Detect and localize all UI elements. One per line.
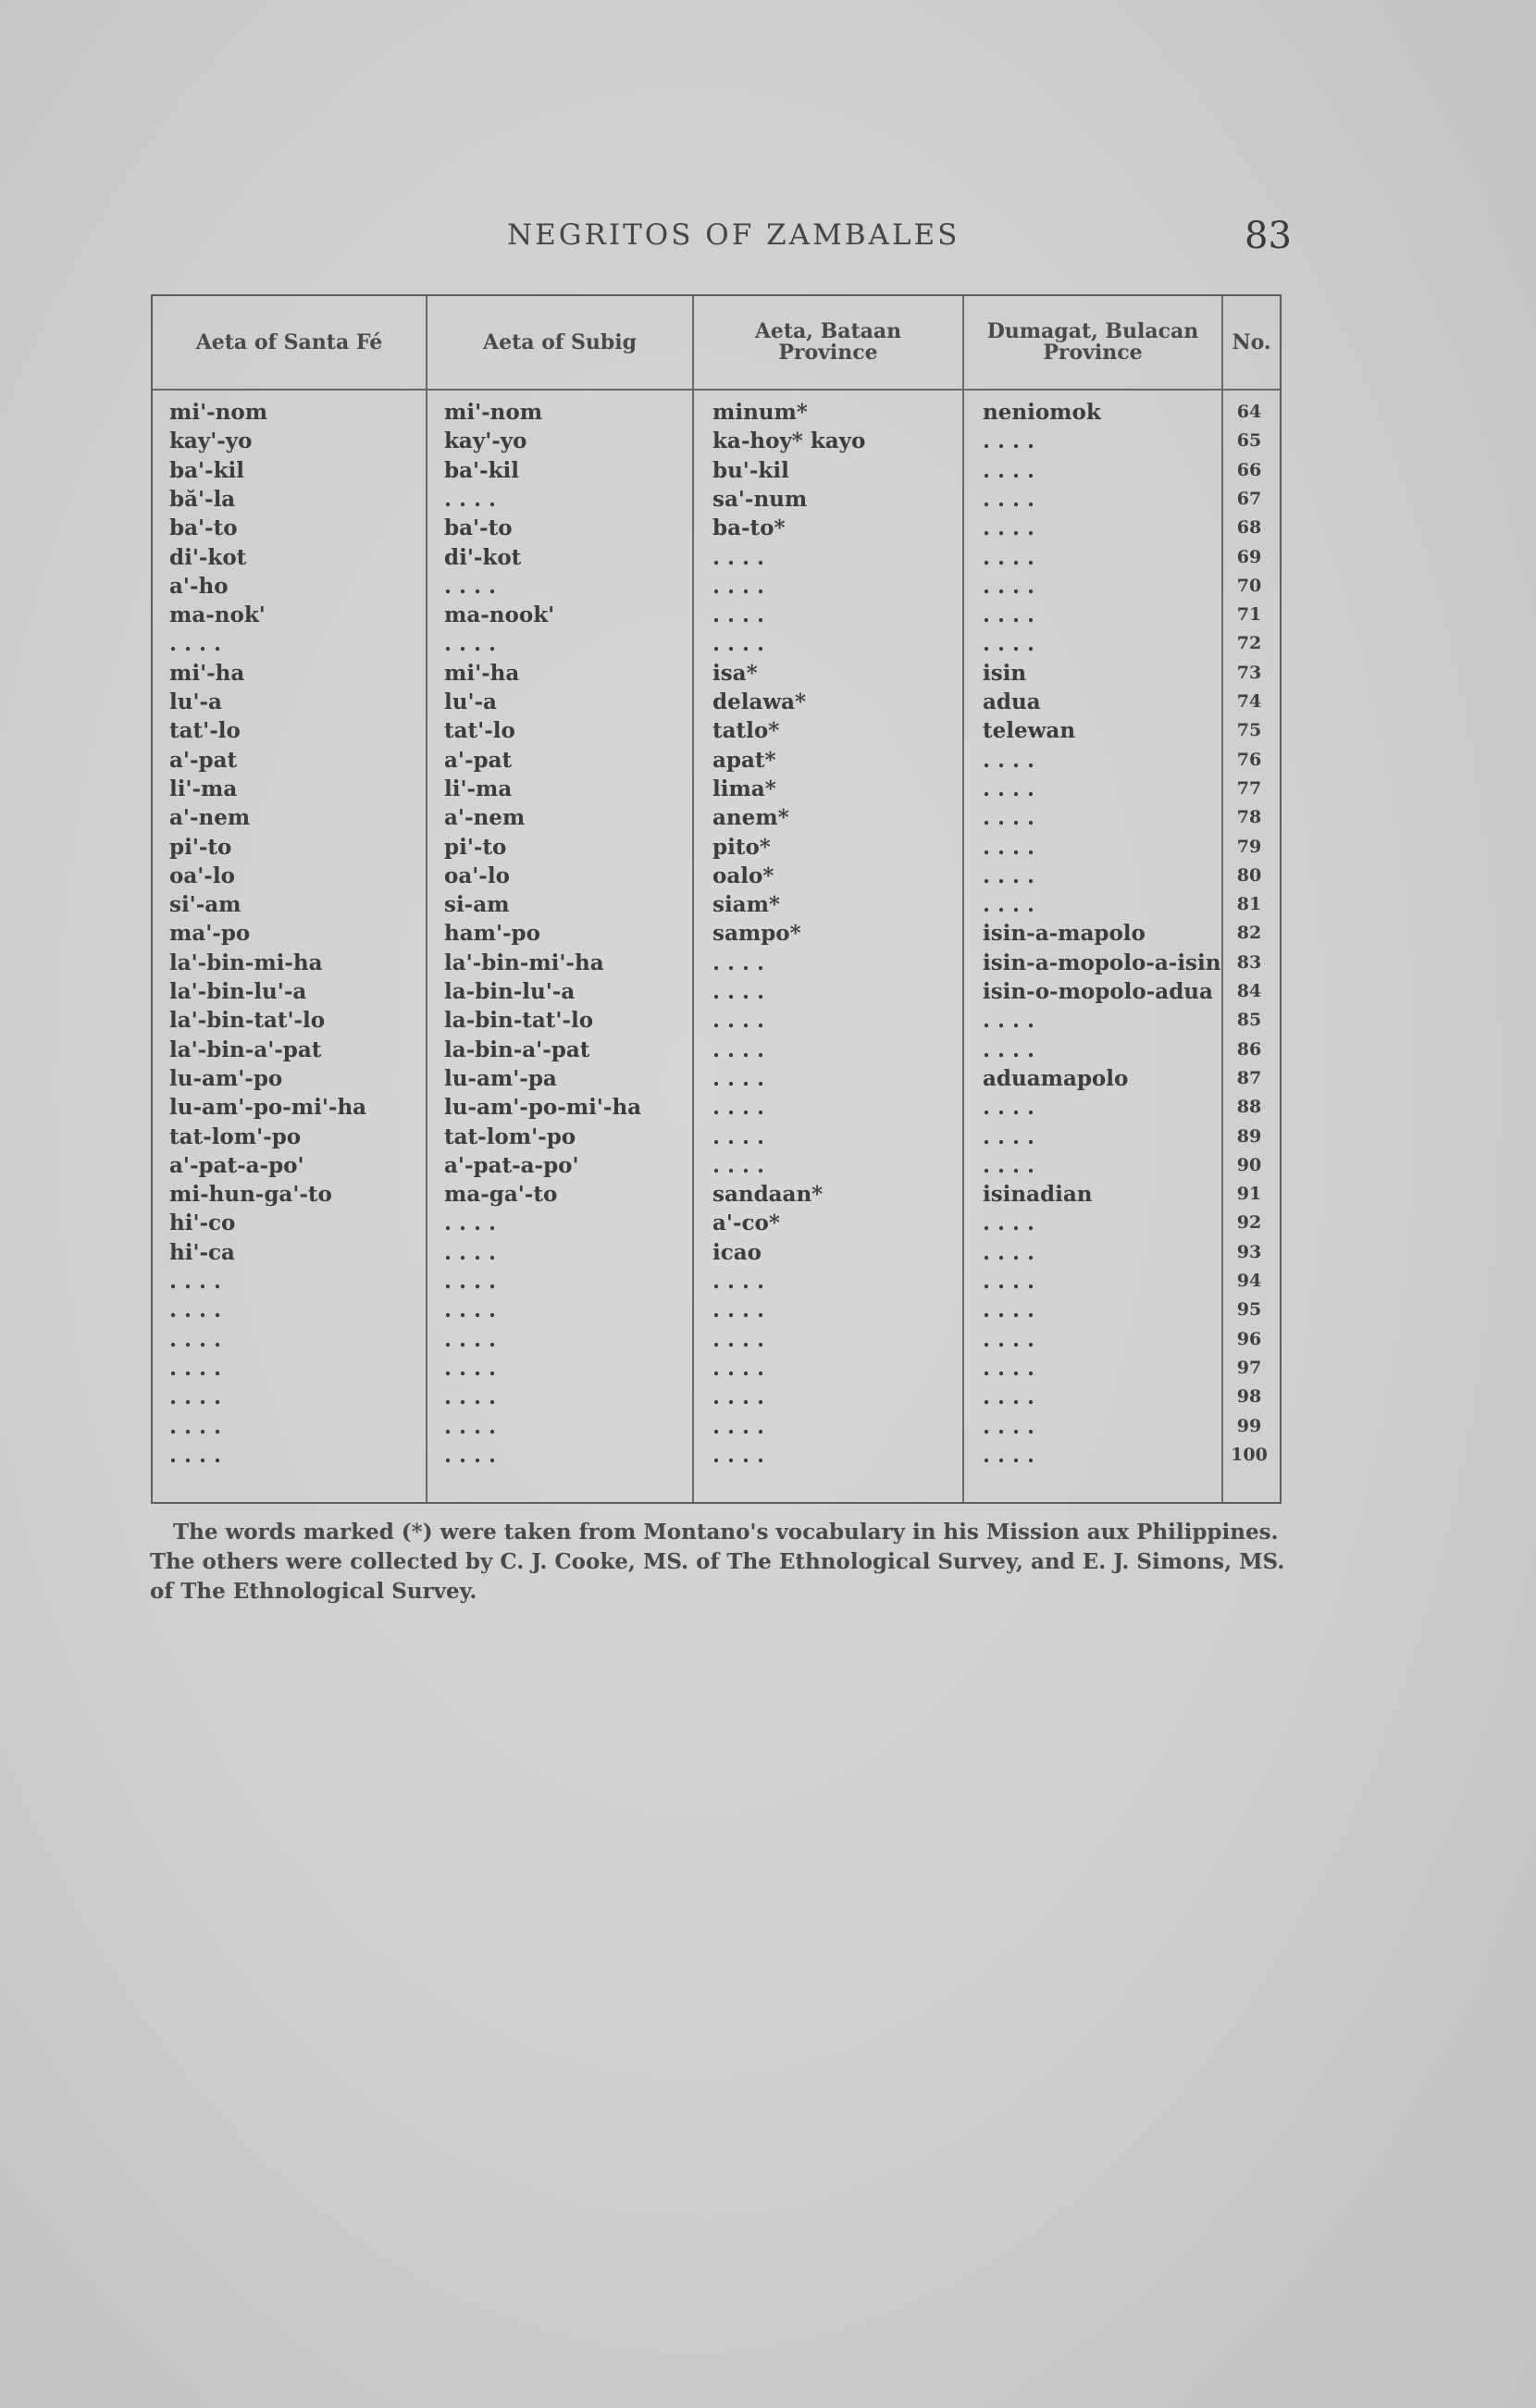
cell-aeta-subig: . . . . <box>444 1443 497 1468</box>
cell-aeta-santa-fe: ma-nok' <box>169 602 266 627</box>
cell-aeta-subig: . . . . <box>444 1384 497 1409</box>
footnote-line: of The Ethnological Survey. <box>150 1579 477 1604</box>
cell-aeta-bataan: . . . . <box>712 574 765 599</box>
cell-aeta-subig: tat-lom'-po <box>444 1124 576 1149</box>
cell-aeta-bataan: . . . . <box>712 1095 765 1120</box>
cell-aeta-subig: lu'-a <box>444 689 497 714</box>
cell-aeta-bataan: bu'-kil <box>712 458 789 483</box>
cell-dumagat-bulacan: . . . . <box>983 1240 1035 1265</box>
cell-aeta-bataan: . . . . <box>712 1443 765 1468</box>
cell-aeta-santa-fe: . . . . <box>169 1269 222 1294</box>
vocabulary-table <box>151 294 1282 1504</box>
cell-row-number: 85 <box>1236 1010 1262 1030</box>
cell-aeta-santa-fe: la'-bin-lu'-a <box>169 979 307 1004</box>
cell-aeta-subig: mi'-ha <box>444 661 520 686</box>
cell-aeta-bataan: apat* <box>712 748 776 773</box>
cell-dumagat-bulacan: . . . . <box>983 748 1035 773</box>
cell-aeta-santa-fe: . . . . <box>169 1414 222 1439</box>
cell-aeta-bataan: . . . . <box>712 950 765 975</box>
cell-aeta-santa-fe: . . . . <box>169 1443 222 1468</box>
cell-row-number: 79 <box>1236 837 1262 857</box>
cell-dumagat-bulacan: isin <box>983 661 1027 686</box>
cell-aeta-bataan: . . . . <box>712 1153 765 1178</box>
cell-dumagat-bulacan: . . . . <box>983 515 1035 540</box>
cell-aeta-subig: la-bin-lu'-a <box>444 979 576 1004</box>
cell-row-number: 72 <box>1236 633 1262 653</box>
header-divider <box>153 389 1280 391</box>
cell-aeta-santa-fe: bă'-la <box>169 487 236 512</box>
cell-row-number: 78 <box>1236 807 1262 827</box>
cell-row-number: 99 <box>1236 1416 1262 1436</box>
cell-row-number: 89 <box>1236 1126 1262 1147</box>
cell-aeta-santa-fe: mi'-nom <box>169 400 268 425</box>
cell-dumagat-bulacan: telewan <box>983 718 1076 743</box>
cell-aeta-santa-fe: pi'-to <box>169 835 232 860</box>
cell-aeta-bataan: oalo* <box>712 863 774 888</box>
cell-aeta-bataan: . . . . <box>712 1414 765 1439</box>
cell-row-number: 90 <box>1236 1155 1262 1175</box>
cell-aeta-bataan: . . . . <box>712 1124 765 1149</box>
cell-row-number: 71 <box>1236 604 1262 625</box>
cell-aeta-santa-fe: . . . . <box>169 1356 222 1381</box>
cell-aeta-subig: li'-ma <box>444 776 513 801</box>
cell-aeta-bataan: sampo* <box>712 921 801 946</box>
cell-aeta-santa-fe: . . . . <box>169 1327 222 1352</box>
cell-row-number: 69 <box>1236 547 1262 567</box>
cell-aeta-bataan: icao <box>712 1240 762 1265</box>
cell-aeta-subig: a'-pat-a-po' <box>444 1153 579 1178</box>
cell-aeta-subig: lu-am'-po-mi'-ha <box>444 1095 642 1120</box>
cell-aeta-subig: tat'-lo <box>444 718 515 743</box>
cell-dumagat-bulacan: . . . . <box>983 458 1035 483</box>
cell-aeta-santa-fe: a'-nem <box>169 805 251 830</box>
cell-aeta-subig: ba'-kil <box>444 458 519 483</box>
cell-dumagat-bulacan: . . . . <box>983 574 1035 599</box>
cell-aeta-bataan: minum* <box>712 400 808 425</box>
cell-row-number: 100 <box>1231 1445 1268 1465</box>
column-divider <box>692 296 694 1502</box>
cell-aeta-bataan: delawa* <box>712 689 807 714</box>
cell-aeta-subig: oa'-lo <box>444 863 510 888</box>
cell-aeta-bataan: isa* <box>712 661 758 686</box>
cell-aeta-santa-fe: . . . . <box>169 1297 222 1322</box>
column-divider <box>1221 296 1223 1502</box>
cell-aeta-subig: ba'-to <box>444 515 513 540</box>
cell-dumagat-bulacan: . . . . <box>983 1297 1035 1322</box>
cell-aeta-santa-fe: kay'-yo <box>169 428 253 453</box>
column-header-aeta-santa-fe: Aeta of Santa Fé <box>195 329 383 354</box>
cell-dumagat-bulacan: . . . . <box>983 835 1035 860</box>
cell-row-number: 68 <box>1236 517 1262 538</box>
cell-dumagat-bulacan: . . . . <box>983 487 1035 512</box>
cell-aeta-santa-fe: . . . . <box>169 1384 222 1409</box>
cell-aeta-bataan: . . . . <box>712 1269 765 1294</box>
cell-aeta-subig: . . . . <box>444 574 497 599</box>
cell-dumagat-bulacan: aduamapolo <box>983 1066 1129 1091</box>
cell-aeta-bataan: ba-to* <box>712 515 786 540</box>
cell-aeta-subig: . . . . <box>444 1297 497 1322</box>
cell-aeta-subig: ma-nook' <box>444 602 555 627</box>
cell-aeta-subig: si-am <box>444 892 510 917</box>
cell-aeta-bataan: . . . . <box>712 1066 765 1091</box>
cell-aeta-bataan: . . . . <box>712 1008 765 1033</box>
cell-aeta-santa-fe: tat-lom'-po <box>169 1124 302 1149</box>
cell-row-number: 76 <box>1236 750 1262 770</box>
page-number: 83 <box>1245 215 1292 257</box>
cell-aeta-santa-fe: a'-pat <box>169 748 238 773</box>
cell-aeta-subig: kay'-yo <box>444 428 527 453</box>
cell-row-number: 67 <box>1236 489 1262 509</box>
cell-aeta-santa-fe: la'-bin-a'-pat <box>169 1037 322 1062</box>
cell-aeta-bataan: siam* <box>712 892 780 917</box>
cell-aeta-subig: . . . . <box>444 1356 497 1381</box>
cell-aeta-bataan: . . . . <box>712 1297 765 1322</box>
cell-aeta-santa-fe: ma'-po <box>169 921 251 946</box>
cell-aeta-santa-fe: tat'-lo <box>169 718 241 743</box>
cell-aeta-subig: ham'-po <box>444 921 540 946</box>
cell-aeta-santa-fe: li'-ma <box>169 776 238 801</box>
cell-aeta-subig: . . . . <box>444 1240 497 1265</box>
cell-aeta-subig: a'-pat <box>444 748 513 773</box>
cell-aeta-subig: la-bin-a'-pat <box>444 1037 590 1062</box>
cell-dumagat-bulacan: . . . . <box>983 776 1035 801</box>
cell-row-number: 70 <box>1236 576 1262 596</box>
cell-aeta-santa-fe: di'-kot <box>169 545 247 570</box>
cell-row-number: 93 <box>1236 1242 1262 1262</box>
column-divider <box>962 296 964 1502</box>
cell-row-number: 91 <box>1236 1184 1262 1204</box>
cell-dumagat-bulacan: . . . . <box>983 631 1035 656</box>
cell-row-number: 96 <box>1236 1329 1262 1349</box>
cell-row-number: 92 <box>1236 1212 1262 1233</box>
cell-row-number: 86 <box>1236 1039 1262 1060</box>
cell-dumagat-bulacan: . . . . <box>983 1124 1035 1149</box>
cell-row-number: 98 <box>1236 1386 1262 1407</box>
cell-dumagat-bulacan: . . . . <box>983 1356 1035 1381</box>
cell-row-number: 66 <box>1236 460 1262 480</box>
cell-aeta-subig: mi'-nom <box>444 400 543 425</box>
cell-aeta-santa-fe: a'-ho <box>169 574 229 599</box>
cell-dumagat-bulacan: . . . . <box>983 1443 1035 1468</box>
cell-aeta-bataan: lima* <box>712 776 776 801</box>
footnote-line: The others were collected by C. J. Cooke, MS. of The Ethnological Survey, and E. J. Simons, MS. <box>150 1549 1285 1574</box>
cell-dumagat-bulacan: . . . . <box>983 1095 1035 1120</box>
cell-aeta-santa-fe: la'-bin-mi-ha <box>169 950 323 975</box>
cell-aeta-subig: la'-bin-mi'-ha <box>444 950 604 975</box>
cell-aeta-bataan: a'-co* <box>712 1210 780 1235</box>
cell-aeta-santa-fe: lu-am'-po <box>169 1066 283 1091</box>
cell-dumagat-bulacan: . . . . <box>983 1384 1035 1409</box>
cell-row-number: 73 <box>1236 663 1262 683</box>
cell-row-number: 83 <box>1236 952 1262 973</box>
cell-aeta-santa-fe: . . . . <box>169 631 222 656</box>
cell-aeta-santa-fe: a'-pat-a-po' <box>169 1153 304 1178</box>
cell-aeta-bataan: . . . . <box>712 1037 765 1062</box>
cell-row-number: 84 <box>1236 981 1262 1001</box>
cell-aeta-bataan: ka-hoy* kayo <box>712 428 866 453</box>
cell-aeta-santa-fe: si'-am <box>169 892 242 917</box>
column-header-aeta-bataan: Aeta, Bataan Province <box>754 319 902 365</box>
cell-dumagat-bulacan: . . . . <box>983 863 1035 888</box>
cell-row-number: 95 <box>1236 1299 1262 1320</box>
cell-aeta-subig: . . . . <box>444 1414 497 1439</box>
cell-aeta-subig: . . . . <box>444 631 497 656</box>
cell-row-number: 88 <box>1236 1097 1262 1117</box>
cell-row-number: 81 <box>1236 894 1262 914</box>
cell-dumagat-bulacan: . . . . <box>983 1008 1035 1033</box>
running-header-title: NEGRITOS OF ZAMBALES <box>507 218 960 252</box>
cell-aeta-bataan: anem* <box>712 805 789 830</box>
column-header-dumagat-bulacan: Dumagat, Bulacan Province <box>986 319 1199 365</box>
cell-row-number: 74 <box>1236 691 1262 712</box>
cell-aeta-santa-fe: lu-am'-po-mi'-ha <box>169 1095 367 1120</box>
cell-dumagat-bulacan: . . . . <box>983 1414 1035 1439</box>
cell-aeta-santa-fe: mi-hun-ga'-to <box>169 1182 332 1207</box>
cell-row-number: 80 <box>1236 865 1262 886</box>
cell-aeta-santa-fe: hi'-ca <box>169 1240 235 1265</box>
cell-dumagat-bulacan: . . . . <box>983 805 1035 830</box>
cell-dumagat-bulacan: neniomok <box>983 400 1101 425</box>
cell-aeta-bataan: sa'-num <box>712 487 808 512</box>
cell-dumagat-bulacan: . . . . <box>983 1037 1035 1062</box>
cell-aeta-subig: . . . . <box>444 487 497 512</box>
cell-aeta-subig: lu-am'-pa <box>444 1066 557 1091</box>
cell-dumagat-bulacan: . . . . <box>983 545 1035 570</box>
cell-aeta-subig: la-bin-tat'-lo <box>444 1008 594 1033</box>
column-header-number: No. <box>1232 329 1271 354</box>
cell-row-number: 87 <box>1236 1068 1262 1088</box>
cell-aeta-bataan: sandaan* <box>712 1182 824 1207</box>
cell-aeta-bataan: . . . . <box>712 1327 765 1352</box>
cell-row-number: 75 <box>1236 720 1262 740</box>
cell-row-number: 77 <box>1236 778 1262 799</box>
cell-aeta-subig: di'-kot <box>444 545 522 570</box>
cell-aeta-bataan: . . . . <box>712 1356 765 1381</box>
cell-dumagat-bulacan: . . . . <box>983 892 1035 917</box>
cell-row-number: 97 <box>1236 1358 1262 1378</box>
cell-aeta-subig: ma-ga'-to <box>444 1182 558 1207</box>
cell-aeta-subig: pi'-to <box>444 835 507 860</box>
cell-aeta-santa-fe: hi'-co <box>169 1210 236 1235</box>
cell-aeta-santa-fe: lu'-a <box>169 689 222 714</box>
cell-dumagat-bulacan: isin-a-mapolo <box>983 921 1146 946</box>
cell-dumagat-bulacan: isin-a-mopolo-a-isin <box>983 950 1221 975</box>
cell-aeta-bataan: . . . . <box>712 979 765 1004</box>
cell-aeta-bataan: . . . . <box>712 545 765 570</box>
cell-aeta-bataan: . . . . <box>712 631 765 656</box>
cell-aeta-santa-fe: mi'-ha <box>169 661 245 686</box>
cell-aeta-subig: a'-nem <box>444 805 526 830</box>
column-header-aeta-subig: Aeta of Subig <box>483 329 637 354</box>
cell-aeta-bataan: . . . . <box>712 602 765 627</box>
cell-row-number: 82 <box>1236 923 1262 943</box>
cell-aeta-santa-fe: ba'-kil <box>169 458 244 483</box>
cell-dumagat-bulacan: . . . . <box>983 1210 1035 1235</box>
cell-dumagat-bulacan: isin-o-mopolo-adua <box>983 979 1213 1004</box>
cell-aeta-subig: . . . . <box>444 1269 497 1294</box>
footnote-line: The words marked (*) were taken from Montano's vocabulary in his Mission aux Philippines. <box>173 1520 1279 1545</box>
cell-dumagat-bulacan: . . . . <box>983 602 1035 627</box>
column-divider <box>426 296 427 1502</box>
cell-aeta-subig: . . . . <box>444 1327 497 1352</box>
cell-row-number: 64 <box>1236 402 1262 422</box>
cell-dumagat-bulacan: . . . . <box>983 1269 1035 1294</box>
cell-aeta-subig: . . . . <box>444 1210 497 1235</box>
cell-row-number: 65 <box>1236 430 1262 451</box>
cell-dumagat-bulacan: adua <box>983 689 1041 714</box>
cell-aeta-santa-fe: ba'-to <box>169 515 238 540</box>
cell-dumagat-bulacan: . . . . <box>983 1327 1035 1352</box>
cell-dumagat-bulacan: isinadian <box>983 1182 1093 1207</box>
cell-aeta-bataan: pito* <box>712 835 771 860</box>
cell-aeta-santa-fe: la'-bin-tat'-lo <box>169 1008 326 1033</box>
cell-aeta-santa-fe: oa'-lo <box>169 863 235 888</box>
cell-dumagat-bulacan: . . . . <box>983 428 1035 453</box>
cell-dumagat-bulacan: . . . . <box>983 1153 1035 1178</box>
cell-row-number: 94 <box>1236 1271 1262 1291</box>
cell-aeta-bataan: tatlo* <box>712 718 780 743</box>
footnote <box>150 1518 1288 1607</box>
cell-aeta-bataan: . . . . <box>712 1384 765 1409</box>
